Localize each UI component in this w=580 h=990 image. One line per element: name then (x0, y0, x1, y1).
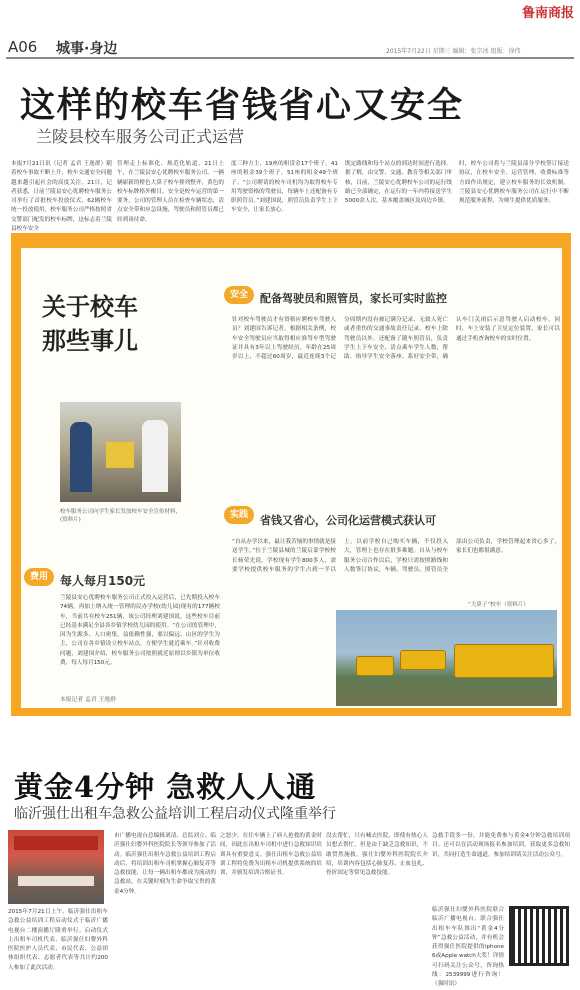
bottom-subheadline: 临沂强仕出租车急救公益培训工程启动仪式隆重举行 (14, 806, 336, 822)
lead-col-5: 时，校车公司将与兰陵县部分学校签订接送协议，在校车安全、运营管理、收费标准等方面作出规定，建立校车服务的长效机制。兰陵县安心优聘校车服务公司在运行中不断规范服务流程，为师生提供优质服务。 (459, 161, 569, 205)
issue-meta: 2015年7月22日 星期三 编辑：张宗冰 组版：徐伟 (386, 48, 521, 55)
bottom-ad-text: 临沂强仕妇婴外科医院联合临沂广播电视台，联合强仕出租车车队推出“黄金4分钟”急救公益活动，并有机会获得强仕医院提供的iphone 6或Apple watch大奖！详情可扫码关注公众号，咨询热线：2539999进行咨询！（强时讯） (432, 907, 504, 988)
fee-text: 兰陵县安心优聘校车服务公司正式投入运营后，已先期投入校车74辆，再加上纳入统一管理的民办学校(幼儿园)现有的177辆校车，当前共有校车251辆，该公司经理刘建国说，这些校车目前已经基本满足全县各乡镇学校幼儿园的使用。“在公司的管理中，因为生源多、人口密集，益依赖性强，要以偏远、山区的学生为主，公司在各乡镇设立校车站点，方便学生就近乘车。”针对收费问题，刘建国介绍，校车服务公司按照就近原则以乡镇为单位收费，每人每月150元。 (60, 595, 220, 667)
feature-photo-caption: 校车服务公司向学生家长发放校车安全宣传材料，(资料片) (60, 509, 182, 523)
page-number: A06 (8, 38, 38, 56)
lead-col-3: 度三种方主，19座的租赁金17个班子，41座的租金39个班子，51座的租金49个班子。“公司聘请的校车司机均为取得校车专用驾驶资格的驾驶员，每辆车上还配备有专职照管员。”刘建国说，照管员负责学生上下车安全，让家长放心。 (231, 161, 338, 214)
feature-photo (60, 402, 181, 502)
bottom-headline: 黄金4分钟 急救人人通 (14, 770, 317, 804)
newspaper-brand: 鲁南商报 (521, 6, 574, 21)
feature-title-line2: 那些事儿 (42, 326, 138, 355)
ceremony-photo (8, 830, 104, 904)
fee-tag: 费用 (24, 568, 54, 586)
safety-tag: 安全 (224, 286, 254, 304)
feature-byline: 本报记者 孟君 王逸群 (60, 697, 116, 703)
lead-col-4: 既定路线和每个站点的到达时间进行选择。据了解，由交警、交通、教育等相关部门审核，目前，兰陵安心优聘校车公司的运行线路已全部确定，在运行的一年内将接送学生5000余人次，基本覆盖城区及周边乡镇。 (345, 161, 452, 205)
bottom-col-4: 没去帮忙，只有喊去医院，即使有热心人员想去帮忙，但是由于缺乏急救知识，不敢贸然施救。强仕妇婴外科医院院长介绍，培训内容包括心肺复苏、止血包扎、骨折固定等常见急救技能。 (326, 833, 428, 877)
safety-text: 针对校车驾驶员才有资格应聘校车驾驶人员？刘建国告诉记者，根据相关条例，校车安全驾驶员应当取得相应准驾车型驾驶证并具有3年以上驾驶经历，年龄在25周岁以上、不超过60周岁，最近连续3个记分周期内没有被记满分记录，无致人死亡或者重伤的交通事故责任记录。校车上除驾驶员以外，还配备了随车照管员，负责学生上下车安全，清点乘车学生人数，帮助、指导学生安全落座、系好安全带，确认车门关闭后示意驾驶人启动校车。同时，车上安装了卫星定位装置，家长可以通过手机查询校车的实时位置。 (232, 317, 560, 361)
bottom-col-1: 2015年7月21日上午，临沂强仕出租车急救公益培训工程启动仪式于临沂广播电视台二楼演播厅隆重举行。启动仪式上出租车司机代表、临沂强仕妇婴外科医院医护人员代表、市民代表、公益团体组织代表、志愿者代表等共计约200人参加了此次活动。 (8, 909, 108, 971)
fee-heading: 每人每月150元 (60, 574, 146, 588)
lead-col-2: 管理走上标准化、规范化轨道。21日上午，在兰陵县安心优聘校车服务公司，一辆辆崭新的橙色大鼻子校车排列整齐，黄色的校车标牌格外醒目。安全是校车运营的第一要务，公司的管理人员在检查车辆状态，清点安全带和应急设施，驾驶员和照管员都已经到岗待命。 (117, 161, 224, 223)
practice-tag: 实践 (224, 506, 254, 524)
header-rule (6, 57, 574, 59)
bottom-col-3: 之怒少，在往车辆上了病人抢救的黄金时间，因此在出租车司机中进行急救知识培训具有重要意义。强仕出租车急救公益培训工程将免费为出租车司机提供系统的培训，并颁发培训合格证书。 (220, 833, 322, 877)
bus-photo-caption: “大鼻子”校车（资料片） (468, 602, 529, 608)
lead-col-1: 本报7月21日讯（记者 孟君 王逸群）随着校车事故不断上升，校车交通安全问题越来越引起社会的高度关注。21日，记者获悉，日前兰陵县安心优聘校车服务公司举行了首批校车投放仪式，62辆校车统一投放使用，校车服务公司严格按照省交警部门配发的校车标牌，这标志着兰陵县校车安全 (11, 161, 112, 233)
safety-heading: 配备驾驶员和照管员，家长可实时监控 (260, 292, 447, 305)
bottom-col-2: 市广播电视台总编辑刘清、总监刘立、临沂强仕妇婴外科医院院长等领导参加了活动。临沂强仕出租车急救公益培训工程启动后，将培训出租车司机掌握心肺复苏等急救技能，让每一辆出租车都成为流动的急救站，在关键时刻为生命争取宝贵的黄金4分钟。 (114, 833, 216, 895)
lead-subheadline: 兰陵县校车服务公司正式运营 (36, 127, 245, 146)
bottom-col-5: 急救手段多一份，并能免费参与黄金4分钟急救培训项目。还可以在活动现场报名参加培训，获取更多急救知识，共同打造生命通道。参加培训请关注活动公众号。 (432, 833, 570, 858)
qr-code-icon[interactable] (509, 906, 569, 966)
lead-headline: 这样的校车省钱省心又安全 (20, 85, 465, 126)
practice-heading: 省钱又省心，公司化运营模式获认可 (260, 514, 436, 527)
school-bus-photo (336, 610, 557, 706)
section-title: 城事·身边 (56, 41, 118, 57)
feature-title-line1: 关于校车 (42, 292, 138, 321)
practice-text: “自从办学以来，最让我苦恼的事情就是接送学生。”位于兰陵县城的兰陵启蒙学校校长杨荣光说，学校现有学生800多人，需要学校提供校车服务的学生占到一半以上。以前学校自己购买车辆，不仅投入大，管理上也存在很多难题。自从与校车服务公司合作以后，学校只需按照路线和人数签订协议，车辆、驾驶员、照管员全部由公司负责，学校管理起来省心多了，家长们也都很满意。 (232, 539, 560, 573)
